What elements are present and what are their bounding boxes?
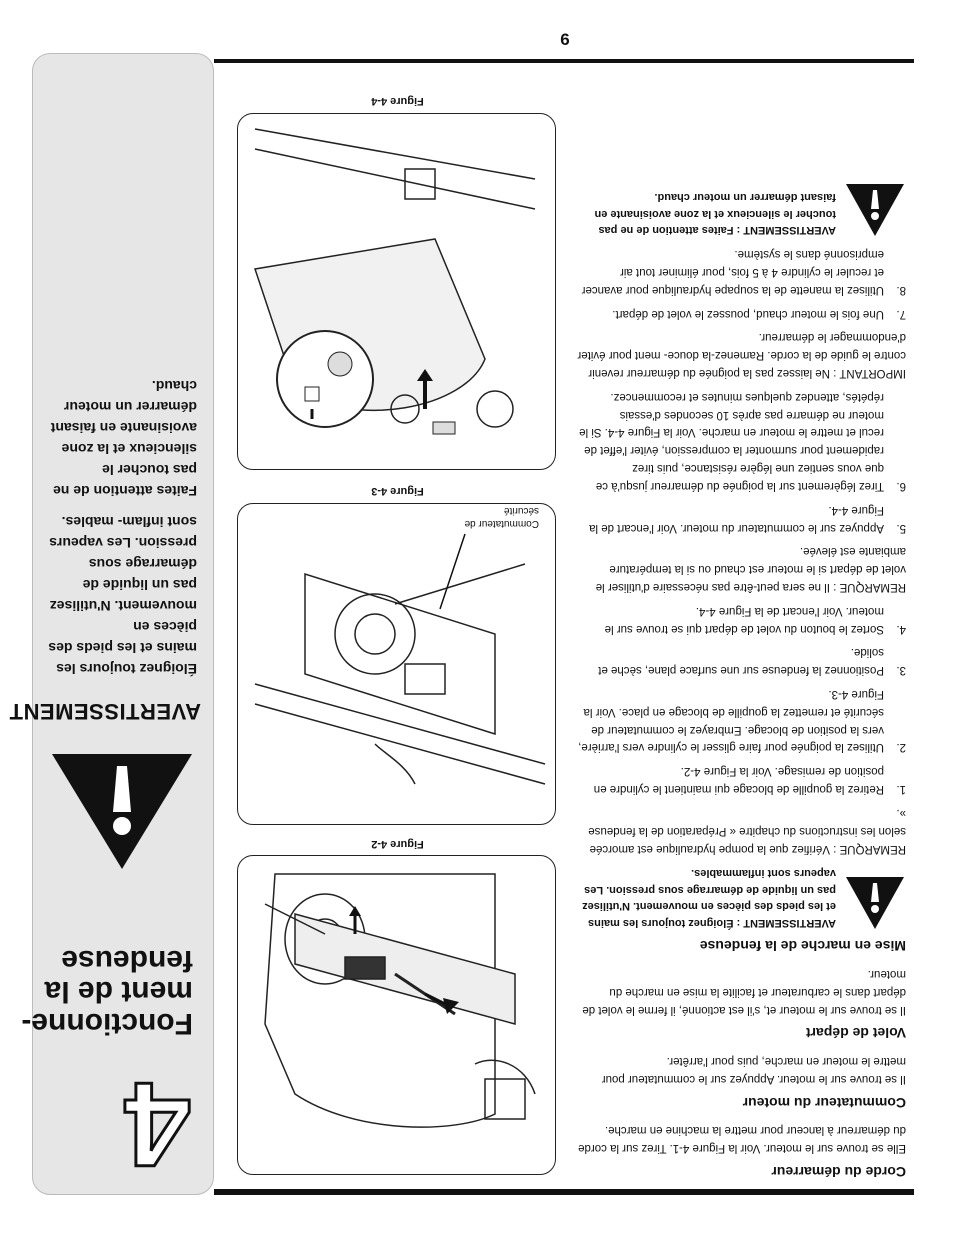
choke-switch-inset	[277, 331, 373, 427]
warning-icon	[47, 749, 197, 874]
main-text-column	[576, 174, 906, 1190]
step-item	[576, 684, 906, 755]
engine-illustration	[238, 856, 555, 1174]
step-number: 1.	[896, 783, 906, 796]
warning-icon	[844, 875, 906, 931]
note: REMARQUE : Il ne sera peut-être pas nécessaire d'utiliser le volet de départ si le moteur est chaud ou si la température ambiante est élevée.	[595, 545, 906, 593]
step-number: 6.	[896, 479, 906, 492]
engine-start-illustration	[238, 114, 555, 469]
step-text: Une fois le moteur chaud, poussez le volet de départ.	[612, 307, 884, 320]
step-text: Sortez le bouton du volet de départ qui se trouve sur le moteur. Voir l'encart de la Figure 4-4.	[604, 604, 884, 635]
paragraph: Il se trouve sur le moteur. Appuyez sur le commutateur pour mettre le moteur en marche, puis pour l'arrêter.	[601, 1055, 906, 1085]
note: REMARQUE : Vérifiez que la pompe hydraulique est amorcée selon les instructions du chapitre « Préparation de la fendeuse ».	[588, 806, 906, 855]
step-text: Tirez légèrement sur la poignée du démarreur jusqu'à ce que vous sentiez une légère résistance, puis tirez rapidement pour surmonter la compression, éviter l'effet de recul et mettre le moteur en marche. Voir la Figure 4-4. Si le moteur ne démarre pas après 10 secondes d'essais répétés, attendez quelques minutes et recommencez.	[579, 390, 884, 492]
figure-4-2	[237, 855, 556, 1175]
warning-text: AVERTISSEMENT : Éloignez toujours les mains et les pieds des pièces en mouvement. N'utilisez pas un liquide de démarrage sous pression. Les vapeurs sont inflammables.	[582, 867, 836, 929]
safety-switch-label: Commutateur de sécurité	[464, 505, 539, 529]
step-item	[576, 762, 906, 798]
section-heading: Mise en marche de la fendeuse	[699, 938, 906, 955]
warning-text	[47, 365, 197, 679]
step-number: 4.	[896, 622, 906, 635]
paragraph: Il se trouve sur le moteur et, s'il est actionné, il ferme le volet de départ dans le carburateur et facilite la mise en marche du moteur.	[582, 968, 906, 1016]
warning-paragraph: Faites attention de ne pas toucher le silencieux et la zone avoisinante en faisant démarrer un moteur chaud.	[50, 378, 197, 499]
figure-4-4	[237, 113, 556, 470]
safety-switch-illustration	[238, 504, 555, 824]
step-item	[576, 244, 906, 297]
paragraph: Elle se trouve sur le moteur. Voir la Figure 4-1. Tirez sur la corde du démarreur à lanceur pour mettre la machine en marche.	[578, 1124, 906, 1155]
section-heading: Commutateur du moteur	[742, 1094, 906, 1111]
warning-box	[576, 865, 906, 931]
figure-4-3	[237, 503, 556, 825]
step-item	[576, 387, 906, 494]
step-list	[576, 387, 906, 536]
step-number: 5.	[896, 521, 906, 534]
figure-caption: Figure 4-2	[371, 838, 424, 850]
section-heading: Volet de départ	[805, 1025, 906, 1042]
warning-heading: AVERTISSEMENT	[9, 699, 201, 724]
figure-caption: Figure 4-4	[371, 95, 424, 107]
warning-paragraph: Éloignez toujours les mains et les pieds des pièces en mouvement. N'utilisez pas un liquide de démarrage sous pression. Les vapeurs sont inflam- mables.	[48, 514, 197, 677]
step-text: Utilisez la manette de la soupape hydraulique pour avancer et reculer le cylindre 4 à 5 fois, pour éliminer tout air emprisonné dans le système.	[581, 248, 884, 296]
important-note: IMPORTANT : Ne laissez pas la poignée du démarreur revenir contre le guide de la corde. Ramenez-la douce- ment pour éviter d'endommager le démarreur.	[577, 331, 906, 380]
figure-caption: Figure 4-3	[371, 485, 424, 497]
step-text: Appuyez sur le commutateur du moteur. Voir l'encart de la Figure 4-4.	[589, 503, 884, 534]
warning-icon	[844, 182, 906, 238]
step-item	[576, 643, 906, 679]
warning-text: AVERTISSEMENT : Faites attention de ne pas toucher le silencieux et la zone avoisinante en faisant démarrer un moteur chaud.	[594, 191, 836, 237]
step-number: 2.	[896, 741, 906, 754]
step-item	[576, 500, 906, 536]
step-item	[576, 601, 906, 637]
step-list	[576, 244, 906, 321]
step-number: 8.	[896, 283, 906, 296]
section-heading: Corde du démarreur	[771, 1164, 906, 1180]
step-number: 7.	[896, 307, 906, 320]
bottom-rule	[214, 59, 914, 63]
step-text: Positionnez la fendeuse sur une surface plane, sèche et solide.	[598, 646, 884, 677]
step-item	[576, 304, 906, 322]
chapter-number: 4	[124, 1057, 191, 1191]
warning-box	[576, 182, 906, 238]
chapter-sidebar	[9, 53, 214, 1195]
step-text: Utilisez la poignée pour faire glisser le cylindre vers l'arrière, vers la position de blocage. Embrayez le commutateur de sécurité et remettez la goupille de blocage en place. Voir la Figure 4-3.	[578, 688, 884, 754]
step-list	[576, 601, 906, 797]
page-number: 6	[560, 30, 570, 49]
step-text: Retirez la goupille de blocage qui maintient le cylindre en position de remisage. Voir la Figure 4-2.	[593, 765, 884, 796]
step-number: 3.	[896, 664, 906, 677]
chapter-title: Fonctionne- ment de la fendeuse	[21, 944, 193, 1040]
